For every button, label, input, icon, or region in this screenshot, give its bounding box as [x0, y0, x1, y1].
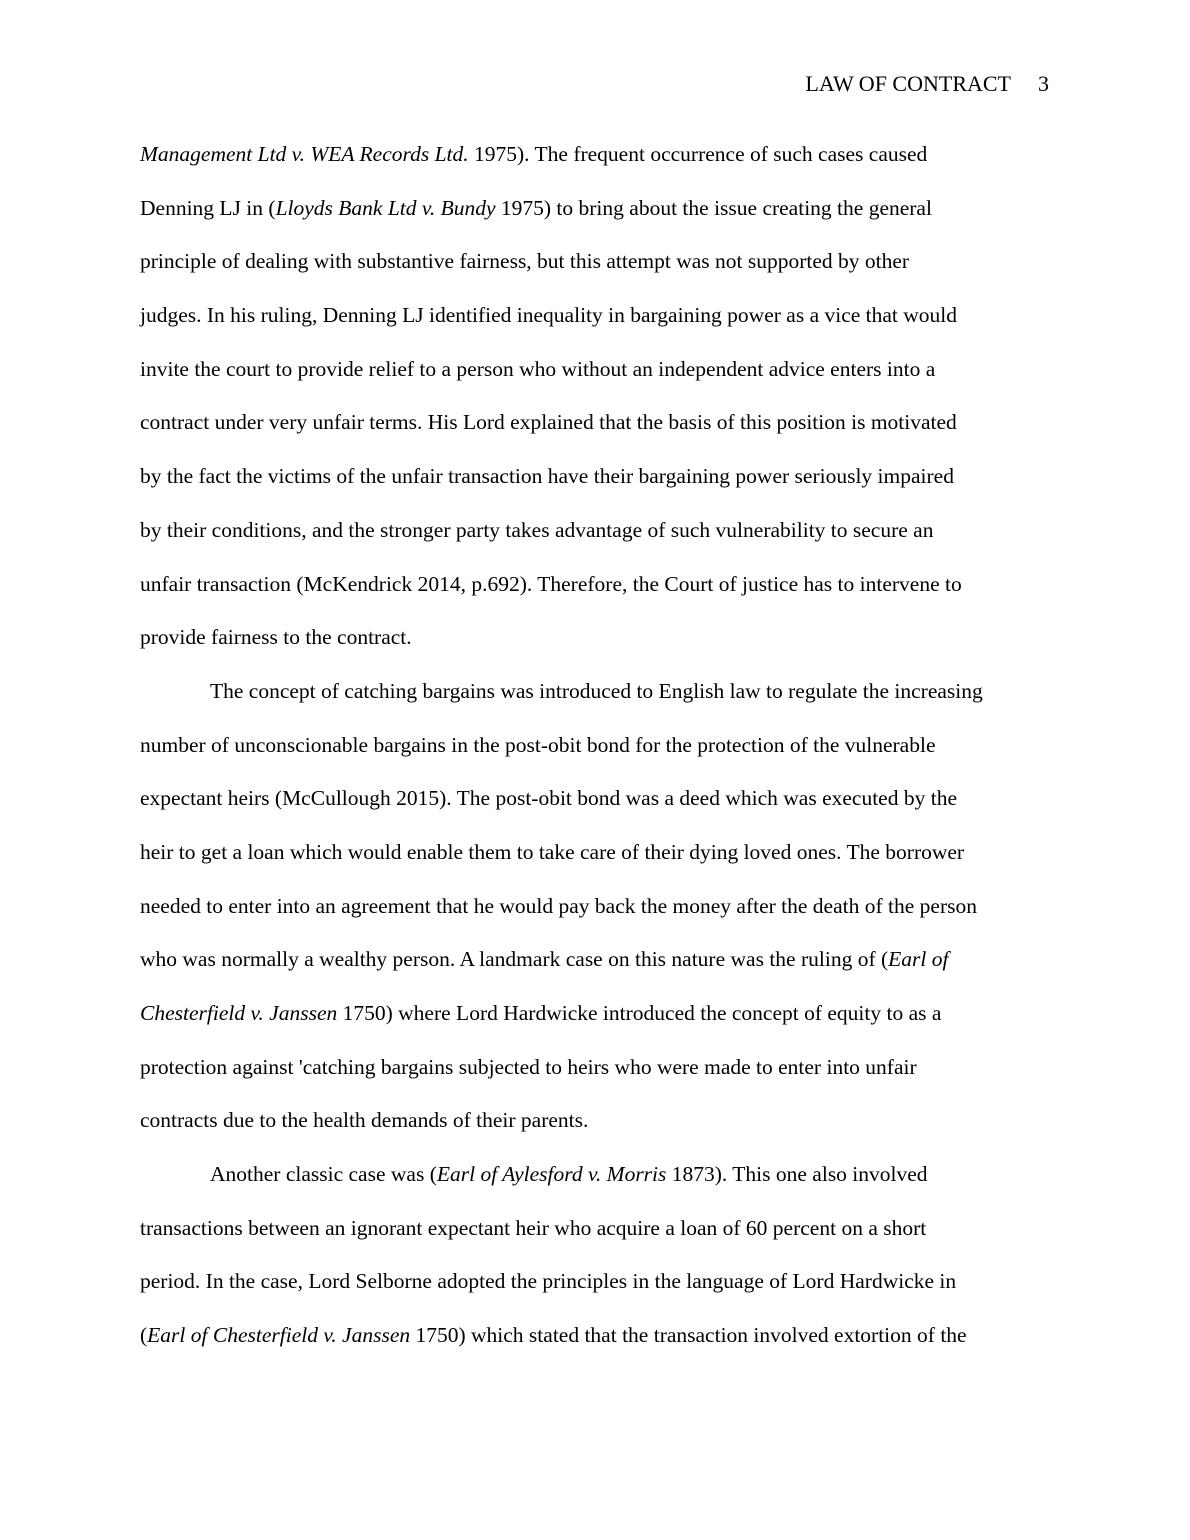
- text-line: [140, 1053, 1060, 1107]
- text-run: contracts due to the health demands of their parents.: [140, 1108, 589, 1133]
- body-text: [140, 140, 1060, 1375]
- text-run: by their conditions, and the stronger party takes advantage of such vulnerability to secure an: [140, 517, 934, 542]
- text-line: [140, 838, 1060, 892]
- case-citation: Earl of: [888, 947, 949, 972]
- text-line: [140, 1160, 1060, 1214]
- text-run: The concept of catching bargains was introduced to English law to regulate the increasing: [210, 678, 983, 703]
- text-line: [140, 355, 1060, 409]
- text-run: 1873). This one also involved: [666, 1162, 928, 1187]
- text-run: period. In the case, Lord Selborne adopted the principles in the language of Lord Hardwicke in: [140, 1269, 957, 1294]
- text-run: 1975) to bring about the issue creating the general: [495, 195, 932, 220]
- text-run: invite the court to provide relief to a person who without an independent advice enters into a: [140, 356, 936, 381]
- text-run: Another classic case was (: [210, 1162, 437, 1187]
- text-line: [140, 731, 1060, 785]
- text-line: [140, 570, 1060, 624]
- page-number: 3: [1038, 71, 1049, 96]
- text-run: by the fact the victims of the unfair transaction have their bargaining power seriously impaired: [140, 464, 954, 489]
- case-citation: Earl of Chesterfield v. Janssen: [147, 1323, 411, 1348]
- text-line: [140, 247, 1060, 301]
- text-run: heir to get a loan which would enable them to take care of their dying loved ones. The borrower: [140, 839, 965, 864]
- text-run: unfair transaction (McKendrick 2014, p.692). Therefore, the Court of justice has to intervene to: [140, 571, 962, 596]
- text-run: provide fairness to the contract.: [140, 625, 412, 650]
- case-citation: Earl of Aylesford v. Morris: [436, 1162, 667, 1187]
- text-line: [140, 677, 1060, 731]
- text-line: [140, 892, 1060, 946]
- text-line: [140, 1321, 1060, 1375]
- text-run: 1975). The frequent occurrence of such cases caused: [468, 142, 928, 166]
- text-line: [140, 999, 1060, 1053]
- text-run: transactions between an ignorant expectant heir who acquire a loan of 60 percent on a short: [140, 1215, 927, 1240]
- text-run: judges. In his ruling, Denning LJ identified inequality in bargaining power as a vice that would: [140, 303, 958, 328]
- text-line: [140, 784, 1060, 838]
- text-line: [140, 945, 1060, 999]
- text-run: protection against 'catching bargains subjected to heirs who were made to enter into unfair: [140, 1054, 917, 1079]
- text-run: who was normally a wealthy person. A landmark case on this nature was the ruling of (: [140, 947, 889, 972]
- text-line: [140, 623, 1060, 677]
- text-run: needed to enter into an agreement that he would pay back the money after the death of the person: [140, 893, 977, 918]
- case-citation: Lloyds Bank Ltd v. Bundy: [275, 195, 496, 220]
- text-line: [140, 408, 1060, 462]
- running-head-title: LAW OF CONTRACT: [805, 71, 1011, 96]
- text-run: number of unconscionable bargains in the post-obit bond for the protection of the vulnerable: [140, 732, 936, 757]
- text-run: expectant heirs (McCullough 2015). The post-obit bond was a deed which was executed by the: [140, 786, 957, 811]
- text-line: [140, 1106, 1060, 1160]
- text-run: contract under very unfair terms. His Lord explained that the basis of this position is motivated: [140, 410, 957, 435]
- running-head: [805, 70, 1049, 98]
- text-run: (: [140, 1323, 148, 1348]
- text-line: [140, 301, 1060, 355]
- text-line: [140, 194, 1060, 248]
- text-line: [140, 140, 1060, 194]
- text-line: [140, 516, 1060, 570]
- text-run: principle of dealing with substantive fairness, but this attempt was not supported by other: [140, 249, 910, 274]
- text-run: 1750) where Lord Hardwicke introduced the concept of equity to as a: [337, 1001, 942, 1025]
- text-line: [140, 1267, 1060, 1321]
- text-line: [140, 462, 1060, 516]
- case-citation: Chesterfield v. Janssen: [140, 1001, 338, 1025]
- text-line: [140, 1214, 1060, 1268]
- text-run: Denning LJ in (: [140, 195, 276, 220]
- text-run: 1750) which stated that the transaction involved extortion of the: [410, 1323, 967, 1348]
- case-citation: Management Ltd v. WEA Records Ltd.: [140, 142, 469, 166]
